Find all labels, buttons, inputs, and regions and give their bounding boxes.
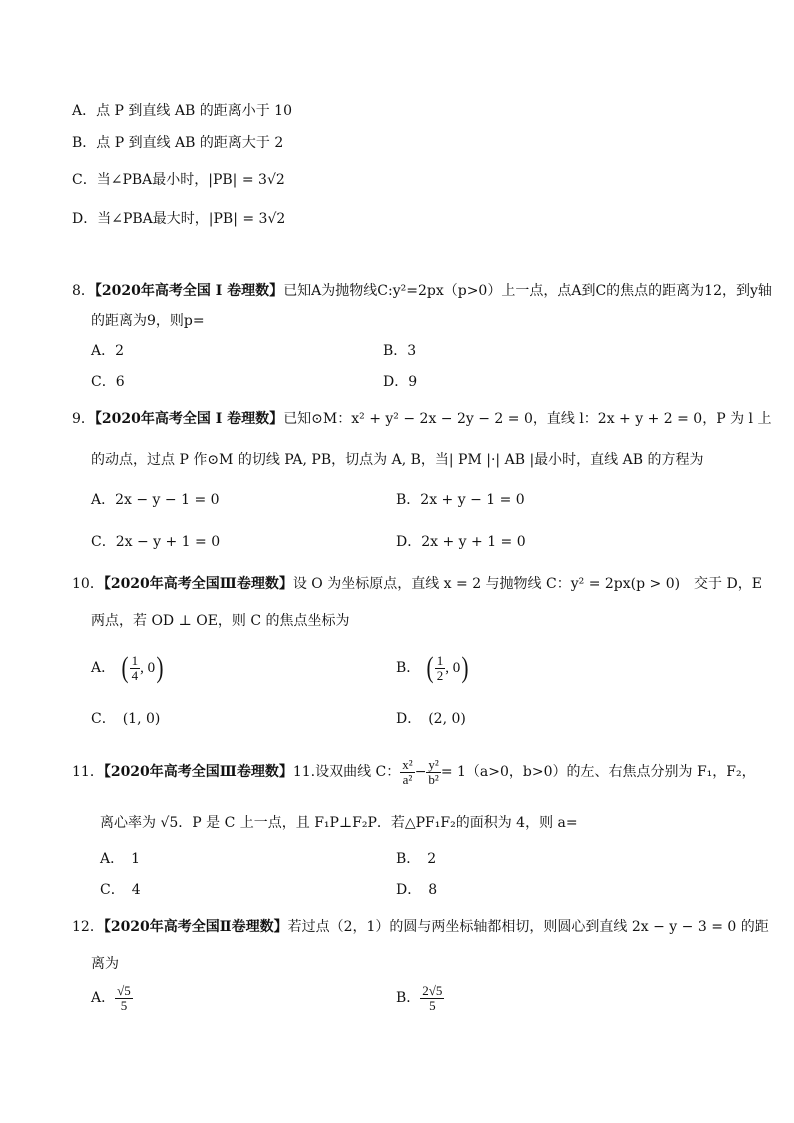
- question-text: 已知⊙M：x² + y² − 2x − 2y − 2 = 0，直线 l：2x + y + 2 = 0，P 为 l 上: [283, 411, 772, 427]
- q8-option-b: B．3: [383, 343, 417, 359]
- numerator: y²: [428, 756, 439, 772]
- q11-option-b: B． 2: [396, 851, 437, 867]
- q10-option-d: D． (2, 0): [396, 711, 466, 727]
- question-9-line1: [72, 409, 771, 429]
- question-source: 【2020年高考全国Ⅱ卷理数】: [103, 919, 288, 935]
- fraction: [420, 984, 444, 1013]
- question-source: 【2020年高考全国Ⅲ卷理数】: [103, 576, 293, 592]
- right-paren: ): [156, 651, 164, 684]
- question-number: 9．: [72, 411, 95, 427]
- question-text: 已知A为抛物线C:y²=2px（p>0）上一点，点A到C的焦点的距离为12，到y轴: [283, 283, 772, 299]
- fraction-tail: , 0: [140, 660, 156, 676]
- denominator: b²: [428, 771, 439, 787]
- left-paren: (: [426, 651, 434, 684]
- prev-option-c: C．当∠PBA最小时，|PB| = 3√2: [72, 172, 285, 188]
- minus-sign: −: [414, 764, 427, 780]
- prev-option-b: B．点 P 到直线 AB 的距离大于 2: [72, 135, 284, 151]
- question-number: 8．: [72, 283, 95, 299]
- q11-option-a: A． 1: [100, 851, 141, 867]
- right-paren: ): [461, 651, 469, 684]
- question-9-line2: 的动点，过点 P 作⊙M 的切线 PA, PB，切点为 A, B，当| PM |·| AB |最小时，直线 AB 的方程为: [91, 452, 704, 468]
- numerator: 2√5: [422, 982, 443, 998]
- question-11-line2: 离心率为 √5．P 是 C 上一点，且 F₁P⊥F₂P．若△PF₁F₂的面积为 4，则 a=: [100, 815, 578, 831]
- question-10-line2: 两点，若 OD ⊥ OE，则 C 的焦点坐标为: [91, 613, 350, 629]
- question-text: 设 O 为坐标原点，直线 x = 2 与抛物线 C：y² = 2px(p > 0) 交于 D，E: [292, 576, 762, 592]
- denominator: 5: [429, 997, 436, 1013]
- question-number: 10．: [72, 576, 104, 592]
- prev-option-d: D．当∠PBA最大时，|PB| = 3√2: [72, 211, 286, 227]
- question-source: 【2020年高考全国 I 卷理数】: [94, 283, 284, 299]
- fraction-tail: , 0: [445, 660, 461, 676]
- numerator: √5: [117, 982, 131, 998]
- question-source: 【2020年高考全国 I 卷理数】: [94, 411, 284, 427]
- option-label: A．: [91, 990, 116, 1006]
- numerator: x²: [402, 756, 413, 772]
- q8-option-d: D．9: [383, 374, 418, 390]
- denominator: 5: [120, 997, 128, 1013]
- option-label: B．: [396, 660, 421, 676]
- q12-option-b: [396, 980, 444, 1016]
- denominator: 2: [436, 667, 444, 683]
- q10-option-b: [396, 646, 470, 690]
- question-12-line1: [72, 917, 769, 937]
- q9-option-d: D．2x + y + 1 = 0: [396, 534, 526, 550]
- question-number: 11．: [72, 764, 104, 780]
- q10-option-c: C． (1, 0): [91, 711, 161, 727]
- q8-option-a: A．2: [91, 343, 125, 359]
- question-8-line1: [72, 281, 772, 301]
- question-11-line1: [72, 752, 756, 792]
- fraction: [130, 654, 141, 683]
- denominator: a²: [402, 771, 413, 787]
- q9-option-b: B．2x + y − 1 = 0: [396, 492, 525, 508]
- question-number: 12．: [72, 919, 104, 935]
- prev-option-a: A．点 P 到直线 AB 的距离小于 10: [72, 103, 292, 119]
- q12-option-a: [91, 980, 133, 1016]
- numerator: 1: [131, 652, 139, 668]
- question-text: 若过点（2，1）的圆与两坐标轴都相切，则圆心到直线 2x − y − 3 = 0 的距: [287, 919, 769, 935]
- fraction: [400, 758, 414, 787]
- option-label: B．: [396, 990, 421, 1006]
- q11-option-d: D． 8: [396, 882, 438, 898]
- question-source: 【2020年高考全国Ⅲ卷理数】: [103, 764, 293, 780]
- question-8-line2: 的距离为9，则p=: [91, 313, 205, 329]
- denominator: 4: [131, 667, 139, 683]
- q9-option-a: A．2x − y − 1 = 0: [91, 492, 220, 508]
- fraction: [426, 758, 440, 787]
- q10-option-a: [91, 646, 165, 690]
- numerator: 1: [436, 652, 444, 668]
- q8-option-c: C．6: [91, 374, 125, 390]
- q11-option-c: C． 4: [100, 882, 141, 898]
- question-text: = 1（a>0，b>0）的左、右焦点分别为 F₁，F₂，: [440, 764, 756, 780]
- left-paren: (: [121, 651, 129, 684]
- question-10-line1: [72, 574, 762, 594]
- fraction: [435, 654, 446, 683]
- question-12-line2: 离为: [91, 956, 119, 972]
- question-text: 11.设双曲线 C：: [292, 764, 401, 780]
- option-label: A．: [91, 660, 116, 676]
- q9-option-c: C．2x − y + 1 = 0: [91, 534, 221, 550]
- fraction: [115, 984, 133, 1013]
